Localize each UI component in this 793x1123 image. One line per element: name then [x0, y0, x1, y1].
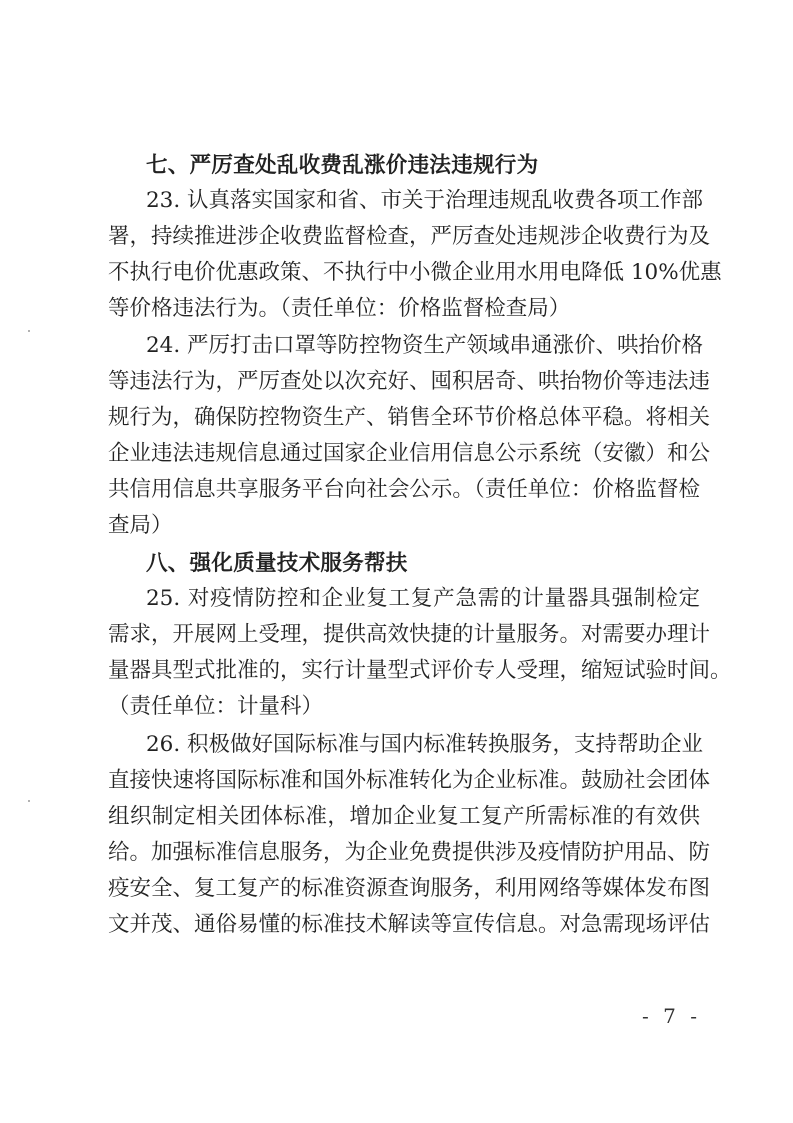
paragraph-item-23	[108, 183, 722, 327]
text-line: 25. 对疫情防控和企业复工复产急需的计量器具强制检定	[146, 586, 700, 611]
section-heading-8: 八、强化质量技术服务帮扶	[146, 551, 408, 576]
text-line: （责任单位：计量科）	[108, 694, 324, 719]
text-line: 需求，开展网上受理，提供高效快捷的计量服务。对需要办理计	[108, 622, 711, 647]
text-line: 等价格违法行为。（责任单位：价格监督检查局）	[108, 296, 571, 321]
margin-mark	[28, 800, 30, 802]
page-number: - 7 -	[642, 1004, 701, 1028]
section-heading-7: 七、严厉查处乱收费乱涨价违法违规行为	[146, 153, 539, 178]
text-line: 共信用信息共享服务平台向社会公示。（责任单位：价格监督检	[108, 477, 700, 502]
text-line: 疫安全、复工复产的标准资源查询服务，利用网络等媒体发布图	[108, 876, 711, 901]
text-line: 23. 认真落实国家和省、市关于治理违规乱收费各项工作部	[146, 188, 704, 213]
text-line: 规行为，确保防控物资生产、销售全环节价格总体平稳。将相关	[108, 405, 711, 430]
text-line: 署，持续推进涉企收费监督检查，严厉查处违规涉企收费行为及	[108, 224, 711, 249]
paragraph-item-26	[108, 727, 711, 943]
text-line: 直接快速将国际标准和国外标准转化为企业标准。鼓励社会团体	[108, 768, 711, 793]
text-line: 组织制定相关团体标准，增加企业复工复产所需标准的有效供	[108, 804, 700, 829]
text-line: 企业违法违规信息通过国家企业信用信息公示系统（安徽）和公	[108, 441, 711, 466]
text-line: 等违法行为，严厉查处以次充好、囤积居奇、哄抬物价等违法违	[108, 369, 711, 394]
paragraph-item-24	[108, 328, 711, 544]
text-line: 查局）	[108, 513, 173, 538]
text-line: 给。加强标准信息服务，为企业免费提供涉及疫情防护用品、防	[108, 840, 711, 865]
text-line: 文并茂、通俗易懂的标准技术解读等宣传信息。对急需现场评估	[108, 912, 711, 937]
document-body	[108, 148, 732, 943]
text-line: 26. 积极做好国际标准与国内标准转换服务，支持帮助企业	[146, 732, 704, 757]
paragraph-item-25	[108, 581, 732, 725]
text-line: 不执行电价优惠政策、不执行中小微企业用水用电降低 10%优惠	[108, 260, 722, 285]
margin-mark	[28, 330, 30, 332]
text-line: 量器具型式批准的，实行计量型式评价专人受理，缩短试验时间。	[108, 658, 732, 683]
text-line: 24. 严厉打击口罩等防控物资生产领域串通涨价、哄抬价格	[146, 333, 704, 358]
